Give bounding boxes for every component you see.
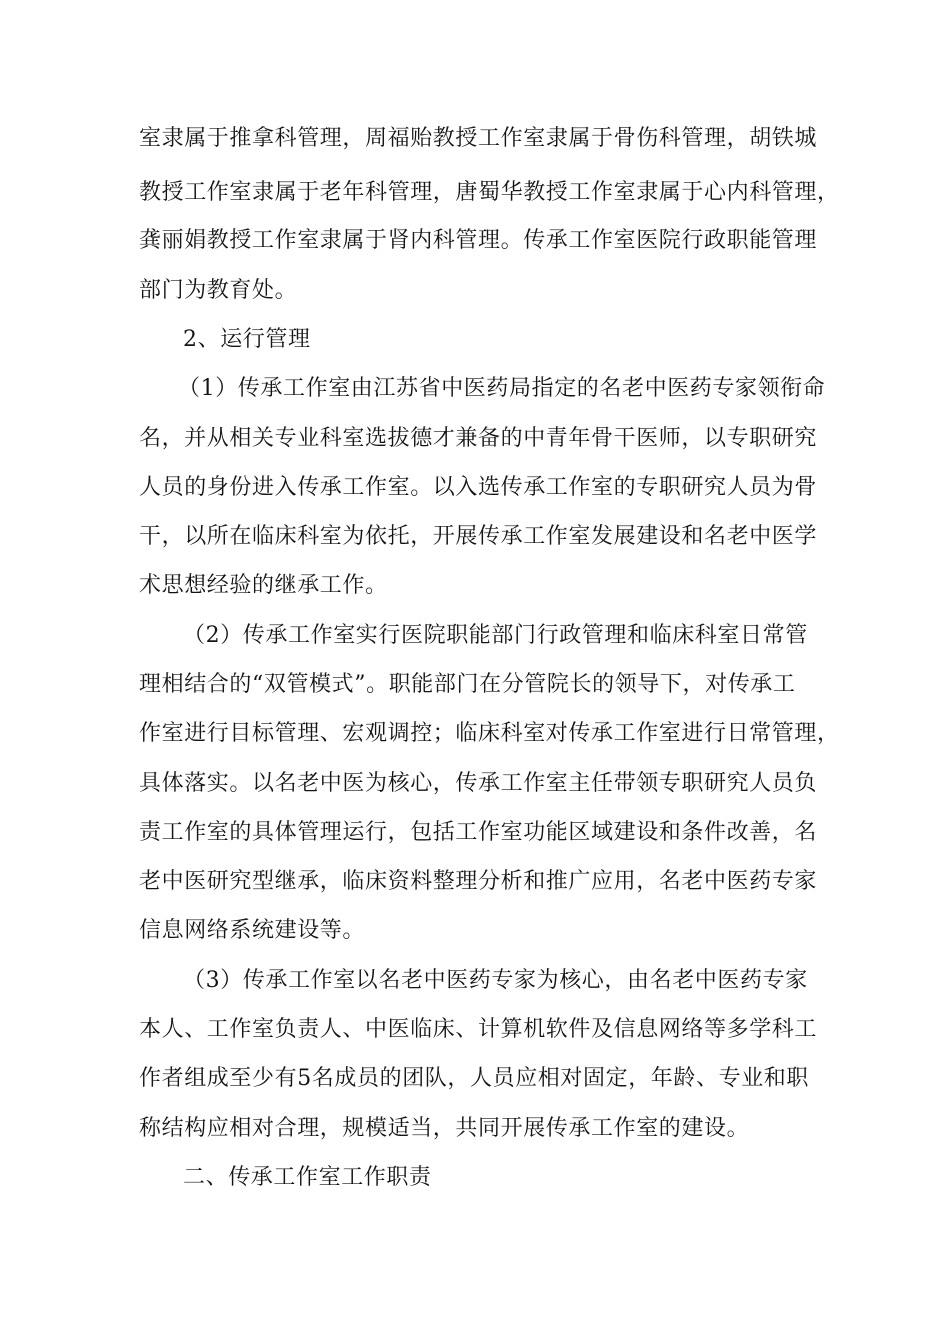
paragraph-line: 名，并从相关专业科室选拔德才兼备的中青年骨干医师，以专职研究: [139, 426, 818, 451]
paragraph-line: 责工作室的具体管理运行，包括工作室功能区域建设和条件改善，名: [139, 820, 818, 845]
paragraph-line: 称结构应相对合理，规模适当，共同开展传承工作室的建设。: [139, 1116, 750, 1141]
section-heading: 二、传承工作室工作职责: [183, 1165, 432, 1190]
paragraph-line: 老中医研究型继承，临床资料整理分析和推广应用，名老中医药专家: [139, 869, 818, 894]
paragraph-line: 教授工作室隶属于老年科管理，唐蜀华教授工作室隶属于心内科管理，: [139, 180, 840, 205]
section-heading: 2、运行管理: [183, 327, 311, 352]
paragraph-line: 理相结合的“双管模式”。职能部门在分管院长的领导下，对传承工: [139, 672, 796, 697]
paragraph-line: （1）传承工作室由江苏省中医药局指定的名老中医药专家领衔命: [178, 376, 826, 401]
paragraph-line: 部门为教育处。: [139, 278, 298, 303]
paragraph-line: 作者组成至少有5名成员的团队，人员应相对固定，年龄、专业和职: [139, 1066, 809, 1091]
paragraph-line: 龚丽娟教授工作室隶属于肾内科管理。传承工作室医院行政职能管理: [139, 228, 818, 253]
paragraph-line: 具体落实。以名老中医为核心，传承工作室主任带领专职研究人员负: [139, 771, 818, 796]
paragraph-line: （2）传承工作室实行医院职能部门行政管理和临床科室日常管: [183, 623, 808, 648]
paragraph-line: 术思想经验的继承工作。: [139, 573, 388, 598]
paragraph-line: 本人、工作室负责人、中医临床、计算机软件及信息网络等多学科工: [139, 1017, 818, 1042]
paragraph-line: 作室进行目标管理、宏观调控；临床科室对传承工作室进行日常管理，: [139, 721, 840, 746]
paragraph-line: 人员的身份进入传承工作室。以入选传承工作室的专职研究人员为骨: [139, 475, 818, 500]
paragraph-line: 干，以所在临床科室为依托，开展传承工作室发展建设和名老中医学: [139, 524, 818, 549]
paragraph-line: （3）传承工作室以名老中医药专家为核心，由名老中医药专家: [183, 968, 808, 993]
paragraph-line: 室隶属于推拿科管理，周福贻教授工作室隶属于骨伤科管理，胡铁城: [139, 126, 818, 151]
paragraph-line: 信息网络系统建设等。: [139, 918, 366, 943]
